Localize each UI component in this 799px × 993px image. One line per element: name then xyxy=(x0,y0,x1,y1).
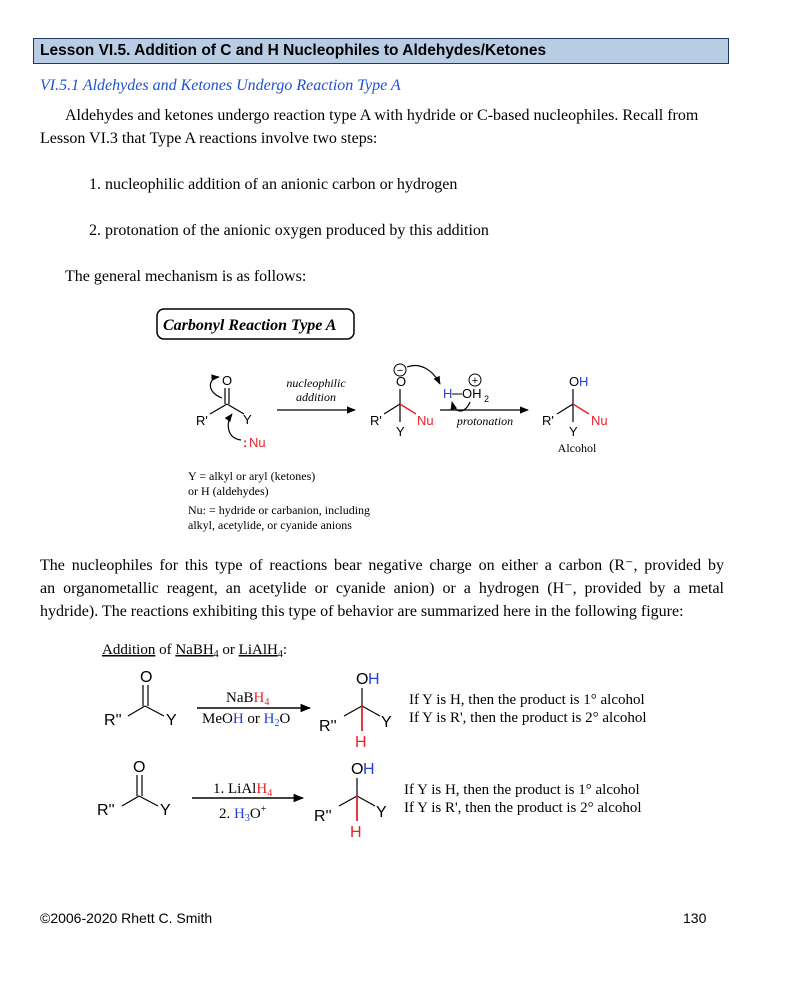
note-2-line-2: alkyl, acetylide, or cyanide anions xyxy=(188,518,352,532)
addition-label-1: nucleophilic xyxy=(286,376,346,390)
curved-arrow-nu xyxy=(228,414,241,440)
hydride-addition-figure xyxy=(0,630,799,850)
r1-solvent: MeOH or $H_2O$ xyxy=(202,711,291,729)
bond-c-r3 xyxy=(557,404,573,414)
nucleophiles-line-2: an organometallic reagent, an acetylide or cyanide anion) or a hydrogen (H⁻, provided by a metal xyxy=(40,580,724,597)
plus-sign: + xyxy=(471,375,479,387)
r2-reactant-y: Y xyxy=(160,802,171,819)
r1-reactant-y: Y xyxy=(166,712,177,729)
lesson-title: Lesson VI.5. Addition of C and H Nucleophiles to Aldehydes/Ketones xyxy=(40,42,547,59)
r2-reactant-r: R'' xyxy=(97,802,115,819)
product-oxygen: O xyxy=(569,374,580,389)
step-2: 2. protonation of the anionic oxygen produced by this addition xyxy=(89,222,489,239)
nucleophiles-line-3: hydride). The reactions exhibiting this type of behavior are summarized here in the following figure: xyxy=(40,603,684,620)
product-h: H xyxy=(579,374,589,389)
r2-product-oh-h: H xyxy=(363,761,375,778)
r1-product-y: Y xyxy=(381,714,392,731)
reactant-y: Y xyxy=(243,412,252,427)
protonation-label: protonation xyxy=(456,414,514,428)
note-1-line-2: or H (aldehydes) xyxy=(188,484,269,498)
mechanism-title: Carbonyl Reaction Type A xyxy=(163,317,337,334)
addition-label-2: addition xyxy=(295,390,337,404)
mechanism-intro: The general mechanism is as follows: xyxy=(65,268,307,285)
nucleophiles-line-1: The nucleophiles for this type of reactions bear negative charge on either a carbon (R⁻, provided by xyxy=(40,557,724,574)
r2-reactant-oxygen: O xyxy=(133,759,146,776)
note-2-line-1: Nu: = hydride or carbanion, including xyxy=(188,503,371,517)
r2-product-r: R'' xyxy=(314,808,332,825)
bond-c-r xyxy=(210,404,227,414)
page-number: 130 xyxy=(683,910,707,926)
bond-c-nu xyxy=(400,404,416,414)
bond-c-nu3 xyxy=(573,404,589,414)
lesson-title-bar xyxy=(33,38,729,64)
bond-c-r2 xyxy=(384,404,400,414)
figure-title: Addition of NaBH$_4$ or LiAlH$_4$: xyxy=(102,642,288,660)
section-title: VI.5.1 Aldehydes and Ketones Undergo Reaction Type A xyxy=(40,77,401,94)
step-1: 1. nucleophilic addition of an anionic carbon or hydrogen xyxy=(89,176,458,193)
r1-reactant-r: R'' xyxy=(104,712,122,729)
intro-line-1: Aldehydes and ketones undergo reaction type A with hydride or C-based nucleophiles. Recall from xyxy=(65,107,699,124)
r2-product-oxygen: O xyxy=(351,761,364,778)
product-r: R' xyxy=(542,413,554,428)
r1-product-r: R'' xyxy=(319,718,337,735)
mechanism-diagram xyxy=(0,300,799,540)
r2-step-1: 1. LiAlH$_4$ xyxy=(213,781,273,799)
reactant-nu: Nu xyxy=(249,435,266,450)
r1-product-h: H xyxy=(355,734,367,751)
water-oh: OH xyxy=(462,386,482,401)
nu-colon: : xyxy=(243,435,248,450)
r2-note-1: If Y is H, then the product is 1° alcohol xyxy=(404,782,640,798)
bond-c-y xyxy=(227,404,244,414)
r2-note-2: If Y is R', then the product is 2° alcohol xyxy=(404,800,642,816)
note-1-line-1: Y = alkyl or aryl (ketones) xyxy=(188,469,316,483)
alcohol-label: Alcohol xyxy=(557,441,597,455)
product-nu: Nu xyxy=(591,413,608,428)
r1-reagent: NaBH$_4$ xyxy=(226,690,270,708)
r1-product-oh-h: H xyxy=(368,671,380,688)
product-y: Y xyxy=(569,424,578,439)
r1-reactant-oxygen: O xyxy=(140,669,153,686)
footer-copyright: ©2006-2020 Rhett C. Smith xyxy=(40,910,213,926)
intermediate-r: R' xyxy=(370,413,382,428)
r2-product-y: Y xyxy=(376,804,387,821)
curved-arrow-pi xyxy=(210,377,222,398)
r2-product-h: H xyxy=(350,824,362,841)
intermediate-nu: Nu xyxy=(417,413,434,428)
intermediate-oxygen: O xyxy=(396,374,407,389)
minus-sign: − xyxy=(396,365,404,377)
intro-line-2: Lesson VI.3 that Type A reactions involve two steps: xyxy=(40,130,378,147)
proton-h: H xyxy=(443,386,453,401)
r2-step-2: 2. $H_3O^+$ xyxy=(219,804,267,824)
curved-arrow-proton xyxy=(407,366,440,384)
intermediate-y: Y xyxy=(396,424,405,439)
r1-product-oxygen: O xyxy=(356,671,369,688)
r1-note-2: If Y is R', then the product is 2° alcohol xyxy=(409,710,647,726)
r1-note-1: If Y is H, then the product is 1° alcohol xyxy=(409,692,645,708)
water-sub-2: 2 xyxy=(484,394,490,404)
reactant-r: R' xyxy=(196,413,208,428)
reactant-oxygen: O xyxy=(222,373,233,388)
